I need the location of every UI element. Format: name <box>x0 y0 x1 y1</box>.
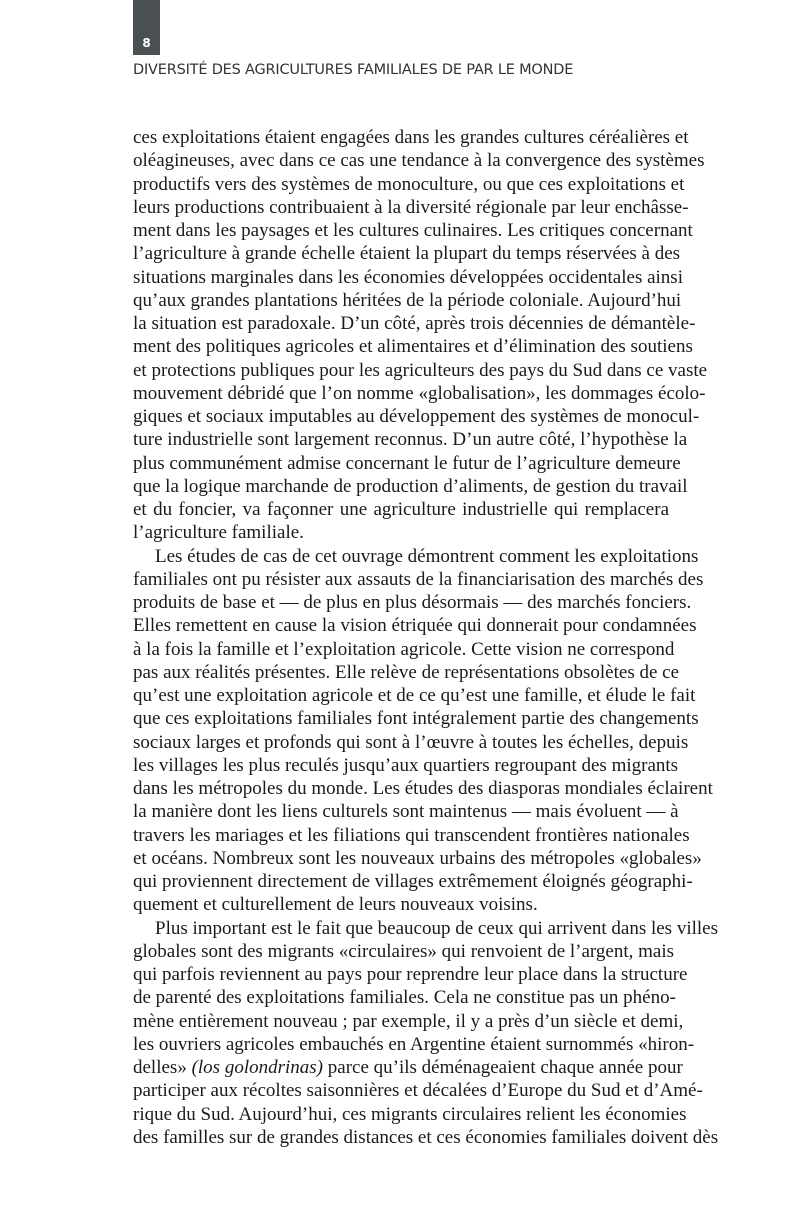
text-line: ture industrielle sont largement reconnus. D’un autre côté, l’hypothèse la <box>133 429 688 451</box>
text-line: et du foncier, va façonner une agriculture industrielle qui remplacera <box>133 499 669 520</box>
text-line: la situation est paradoxale. D’un côté, après trois décennies de démantèle- <box>133 313 696 334</box>
body-text <box>133 126 719 1149</box>
text-line: produits de base et — de plus en plus désormais — des marchés fonciers. <box>133 592 692 613</box>
text-line: sociaux larges et profonds qui sont à l’œuvre à toutes les échelles, depuis <box>133 731 689 753</box>
text-line: familiales ont pu résister aux assauts de la financiarisation des marchés des <box>133 568 704 590</box>
text-line: leurs productions contribuaient à la diversité régionale par leur enchâsse- <box>133 196 689 218</box>
text-segment: parce qu’ils déménageaient chaque année pour <box>323 1057 683 1078</box>
text-line: Plus important est le fait que beaucoup de ceux qui arrivent dans les villes <box>155 917 718 939</box>
text-line: ces exploitations étaient engagées dans les grandes cultures céréalières et <box>133 127 689 148</box>
text-line: qu’aux grandes plantations héritées de la période coloniale. Aujourd’hui <box>133 289 682 311</box>
text-line: travers les mariages et les filiations qui transcendent frontières nationales <box>133 824 690 846</box>
text-line: et protections publiques pour les agriculteurs des pays du Sud dans ce vaste <box>133 359 708 381</box>
text-line: l’agriculture à grande échelle étaient la plupart du temps réservées à des <box>133 243 681 265</box>
text-line: la manière dont les liens culturels sont maintenus — mais évoluent — à <box>133 801 679 823</box>
text-line: Les études de cas de cet ouvrage démontrent comment les exploitations <box>155 545 699 567</box>
page-number: 8 <box>142 36 151 50</box>
text-line: mène entièrement nouveau ; par exemple, il y a près d’un siècle et demi, <box>133 1010 684 1032</box>
text-line: qu’est une exploitation agricole et de ce qu’est une famille, et élude le fait <box>133 685 696 706</box>
text-line: de parenté des exploitations familiales. Cela ne constitue pas un phéno- <box>133 987 676 1009</box>
paragraph <box>133 545 713 917</box>
text-line: participer aux récoltes saisonnières et décalées d’Europe du Sud et d’Amé- <box>133 1080 703 1102</box>
text-line: productifs vers des systèmes de monoculture, ou que ces exploitations et <box>133 173 685 195</box>
text-line: quement et culturellement de leurs nouveaux voisins. <box>133 894 538 916</box>
text-line: mouvement débridé que l’on nomme «globalisation», les dommages écolo- <box>133 382 706 404</box>
text-line: des familles sur de grandes distances et ces économies familiales doivent dès <box>133 1126 719 1148</box>
text-line: plus communément admise concernant le futur de l’agriculture demeure <box>133 452 681 474</box>
page-number-tab <box>133 0 160 55</box>
text-line: que ces exploitations familiales font intégralement partie des changements <box>133 708 699 730</box>
text-line: dans les métropoles du monde. Les études des diasporas mondiales éclairent <box>133 778 713 799</box>
text-line: et océans. Nombreux sont les nouveaux urbains des métropoles «globales» <box>133 847 702 869</box>
italic-term: (los golondrinas) <box>191 1057 324 1078</box>
text-line: les villages les plus reculés jusqu’aux quartiers regroupant des migrants <box>133 754 679 776</box>
text-line: ment dans les paysages et les cultures culinaires. Les critiques concernant <box>133 220 693 241</box>
text-line: pas aux réalités présentes. Elle relève de représentations obsolètes de ce <box>133 661 680 683</box>
text-line: giques et sociaux imputables au développement des systèmes de monocul- <box>133 406 700 427</box>
text-line <box>133 1056 683 1079</box>
text-line: l’agriculture familiale. <box>133 522 304 544</box>
text-segment: delles» <box>133 1057 192 1078</box>
text-line: que la logique marchande de production d’aliments, de gestion du travail <box>133 475 688 497</box>
text-line: qui proviennent directement de villages extrêmement éloignés géographi- <box>133 871 693 892</box>
running-header: DIVERSITÉ DES AGRICULTURES FAMILIALES DE PAR LE MONDE <box>133 62 574 78</box>
text-line: situations marginales dans les économies développées occidentales ainsi <box>133 266 683 288</box>
paragraph <box>133 917 719 1150</box>
text-line: Elles remettent en cause la vision étriquée qui donnerait pour condamnées <box>133 615 697 637</box>
text-line: globales sont des migrants «circulaires» qui renvoient de l’argent, mais <box>133 940 675 962</box>
text-line: qui parfois reviennent au pays pour reprendre leur place dans la structure <box>133 964 688 985</box>
text-line: rique du Sud. Aujourd’hui, ces migrants circulaires relient les économies <box>133 1103 687 1125</box>
paragraph <box>133 126 708 545</box>
text-line: oléagineuses, avec dans ce cas une tendance à la convergence des systèmes <box>133 150 705 172</box>
text-line: ment des politiques agricoles et alimentaires et d’élimination des soutiens <box>133 336 693 358</box>
text-line: les ouvriers agricoles embauchés en Argentine étaient surnommés «hiron- <box>133 1033 695 1055</box>
text-line: à la fois la famille et l’exploitation agricole. Cette vision ne correspond <box>133 638 675 660</box>
